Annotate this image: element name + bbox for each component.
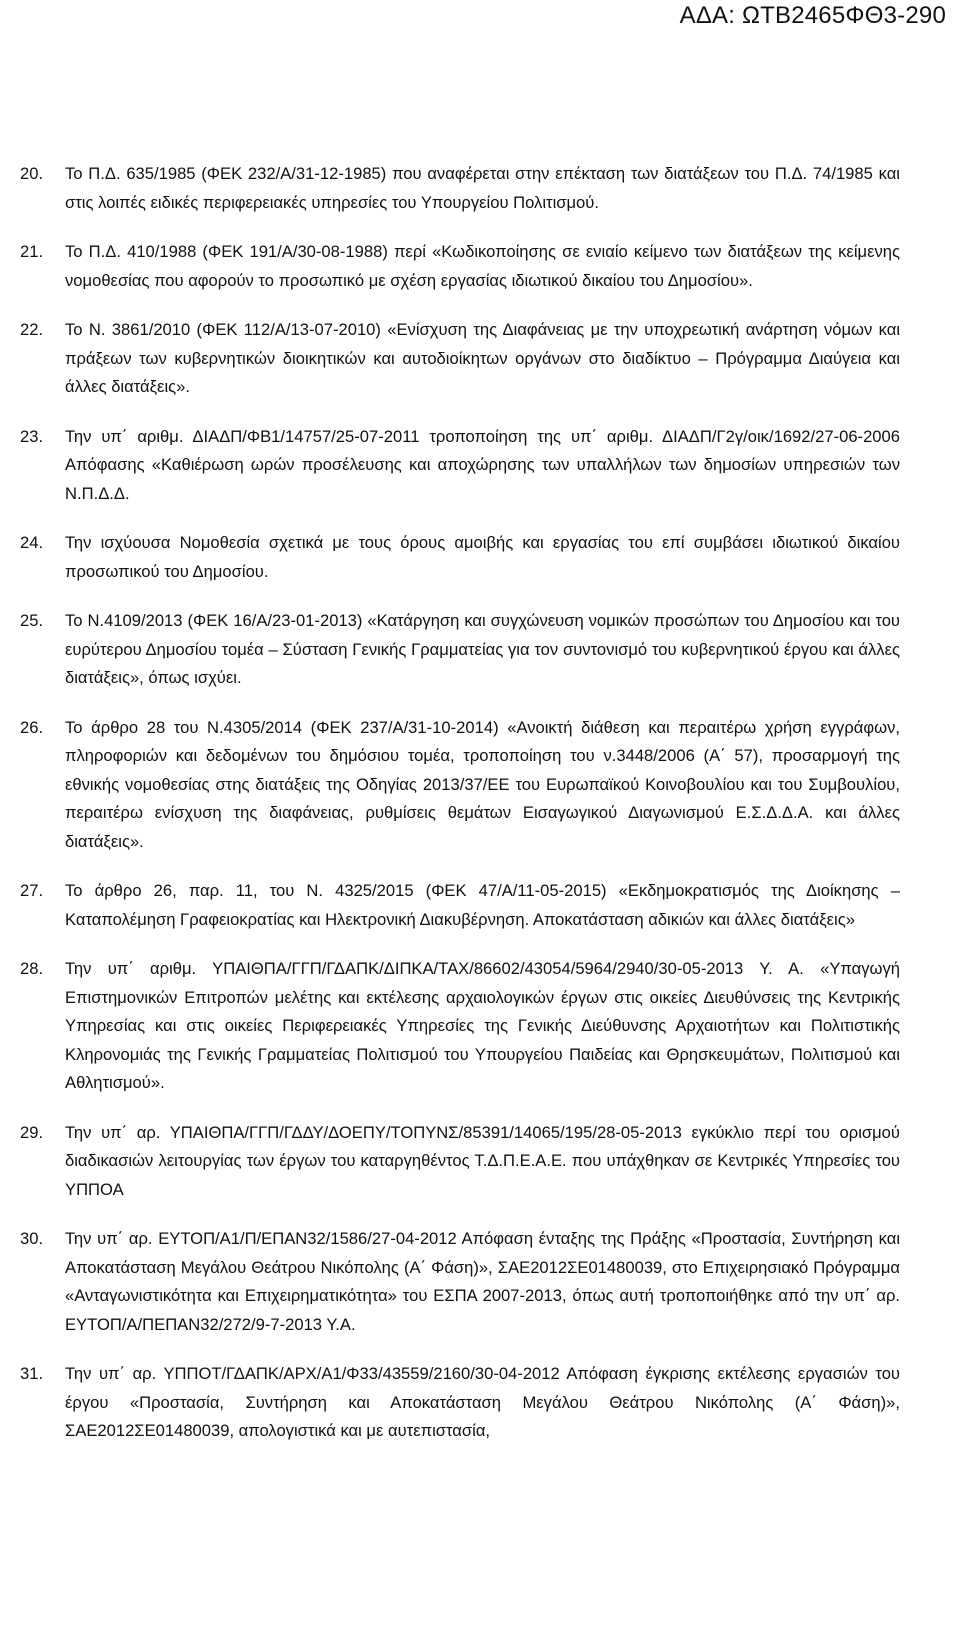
item-number: 21. <box>20 242 44 261</box>
item-number: 23. <box>20 426 44 446</box>
ada-code: ΑΔΑ: ΩΤΒ2465ΦΘ3-290 <box>679 2 946 29</box>
item-text: Το Ν. 3861/2010 (ΦΕΚ 112/Α/13-07-2010) «Ενίσχυση της Διαφάνειας με την υποχρεωτική ανάρτηση νόμων και πράξεων των κυβερνητικών διοικητικών και αυτοδιοίκητων οργάνων στο διαδίκτυο – Πρόγραμμα Διαύγεια και άλλες διατάξεις». <box>65 320 900 396</box>
item-text: Το Π.Δ. 635/1985 (ΦΕΚ 232/Α/31-12-1985) που αναφέρεται στην επέκταση των διατάξεων του Π.Δ. 74/1985 και στις λοιπές ειδικές περιφερειακές υπηρεσίες του Υπουργείου Πολιτισμού. <box>65 164 900 212</box>
list-item <box>20 607 900 693</box>
item-number: 29. <box>20 1122 44 1142</box>
list-item <box>20 714 900 857</box>
legal-references-list <box>20 160 900 1467</box>
item-text: Το άρθρο 26, παρ. 11, του Ν. 4325/2015 (ΦΕΚ 47/Α/11-05-2015) «Εκδημοκρατισμός της Διοίκησης – Καταπολέμηση Γραφειοκρατίας και Ηλεκτρονική Διακυβέρνηση. Αποκατάσταση αδικιών και άλλες διατάξεις» <box>65 881 900 929</box>
item-number: 22. <box>20 320 44 339</box>
item-text: Την υπ΄ αριθμ. ΥΠΑΙΘΠΑ/ΓΓΠ/ΓΔΑΠΚ/ΔΙΠΚΑ/ΤΑΧ/86602/43054/5964/2940/30-05-2013 Υ. Α. «Υπαγωγή Επιστημονικών Επιτροπών μελέτης και εκτέλεσης αρχαιολογικών έργων στις οικείες Διευθύνσεις της Κεντρικής Υπηρεσίας και στις οικείες Περιφερειακές Υπηρεσίες της Γενικής Διεύθυνσης Αρχαιοτήτων και Πολιτιστικής Κληρονομιάς της Γενικής Γραμματείας Πολιτισμού του Υπουργείου Παιδείας και Θρησκευμάτων, Πολιτισμού και Αθλητισμού». <box>65 959 900 1092</box>
list-item <box>20 877 900 934</box>
list-item <box>20 238 900 295</box>
list-item <box>20 529 900 586</box>
item-text: Το Π.Δ. 410/1988 (ΦΕΚ 191/Α/30-08-1988) περί «Κωδικοποίησης σε ενιαίο κείμενο των διατάξεων της κείμενης νομοθεσίας που αφορούν το προσωπικό με σχέση εργασίας ιδιωτικού δικαίου του Δημοσίου». <box>65 242 900 290</box>
item-text: Την υπ΄ αριθμ. ΔΙΑΔΠ/ΦΒ1/14757/25-07-2011 τροποποίηση της υπ΄ αριθμ. ΔΙΑΔΠ/Γ2γ/οικ/1692/27-06-2006 Απόφασης «Καθιέρωση ωρών προσέλευσης και αποχώρησης των υπαλλήλων των δημοσίων υπηρεσιών των Ν.Π.Δ.Δ. <box>65 426 900 503</box>
item-number: 26. <box>20 717 44 737</box>
item-number: 20. <box>20 164 44 183</box>
list-item <box>20 1119 900 1205</box>
list-item <box>20 160 900 217</box>
item-number: 27. <box>20 881 44 900</box>
item-number: 25. <box>20 611 44 630</box>
list-item <box>20 316 900 402</box>
item-text: Το άρθρο 28 του Ν.4305/2014 (ΦΕΚ 237/Α/31-10-2014) «Ανοικτή διάθεση και περαιτέρω χρήση εγγράφων, πληροφοριών και δεδομένων του δημόσιου τομέα, τροποποίηση του ν.3448/2006 (Α΄ 57), προσαρμογή της εθνικής νομοθεσίας στης διατάξεις της Οδηγίας 2013/37/ΕΕ του Ευρωπαϊκού Κοινοβουλίου και του Συμβουλίου, περαιτέρω ενίσχυση της διαφάνειας, ρυθμίσεις θεμάτων Εισαγωγικού Διαγωνισμού Ε.Σ.Δ.Δ.Α. και άλλες διατάξεις». <box>65 717 900 851</box>
item-number: 30. <box>20 1229 44 1248</box>
list-item <box>20 423 900 509</box>
item-text: Το Ν.4109/2013 (ΦΕΚ 16/Α/23-01-2013) «Κατάργηση και συγχώνευση νομικών προσώπων του Δημοσίου και του ευρύτερου Δημοσίου τομέα – Σύσταση Γενικής Γραμματείας για τον συντονισμό του κυβερνητικού έργου και άλλες διατάξεις», όπως ισχύει. <box>65 611 900 687</box>
list-item <box>20 955 900 1098</box>
item-text: Την υπ΄ αρ. ΕΥΤΟΠ/Α1/Π/ΕΠΑΝ32/1586/27-04-2012 Απόφαση ένταξης της Πράξης «Προστασία, Συντήρηση και Αποκατάσταση Μεγάλου Θεάτρου Νικόπολης (Α΄ Φάση)», ΣΑΕ2012ΣΕ01480039, στο Επιχειρησιακό Πρόγραμμα «Ανταγωνιστικότητα και Επιχειρηματικότητα» του ΕΣΠΑ 2007-2013, όπως αυτή τροποποιήθηκε από την υπ΄ αρ. ΕΥΤΟΠ/Α/ΠΕΠΑΝ32/272/9-7-2013 Υ.Α. <box>65 1229 900 1334</box>
item-number: 28. <box>20 959 44 978</box>
item-text: Την υπ΄ αρ. ΥΠΠΟΤ/ΓΔΑΠΚ/ΑΡΧ/Α1/Φ33/43559/2160/30-04-2012 Απόφαση έγκρισης εκτέλεσης εργασιών του έργου «Προστασία, Συντήρηση και Αποκατάσταση Μεγάλου Θεάτρου Νικόπολης (Α΄ Φάση)», ΣΑΕ2012ΣΕ01480039, απολογιστικά και με αυτεπιστασία, <box>65 1364 900 1440</box>
item-text: Την ισχύουσα Νομοθεσία σχετικά με τους όρους αμοιβής και εργασίας του επί συμβάσει ιδιωτικού δικαίου προσωπικού του Δημοσίου. <box>65 533 900 581</box>
item-number: 24. <box>20 533 44 552</box>
list-item <box>20 1360 900 1446</box>
list-item <box>20 1225 900 1339</box>
item-text: Την υπ΄ αρ. ΥΠΑΙΘΠΑ/ΓΓΠ/ΓΔΔΥ/ΔΟΕΠΥ/ΤΟΠΥΝΣ/85391/14065/195/28-05-2013 εγκύκλιο περί του ορισμού διαδικασιών λειτουργίας των έργων του καταργηθέντος Τ.Δ.Π.Ε.Α.Ε. που υπάχθηκαν σε Κεντρικές Υπηρεσίες του ΥΠΠΟΑ <box>65 1122 900 1199</box>
item-number: 31. <box>20 1364 44 1383</box>
